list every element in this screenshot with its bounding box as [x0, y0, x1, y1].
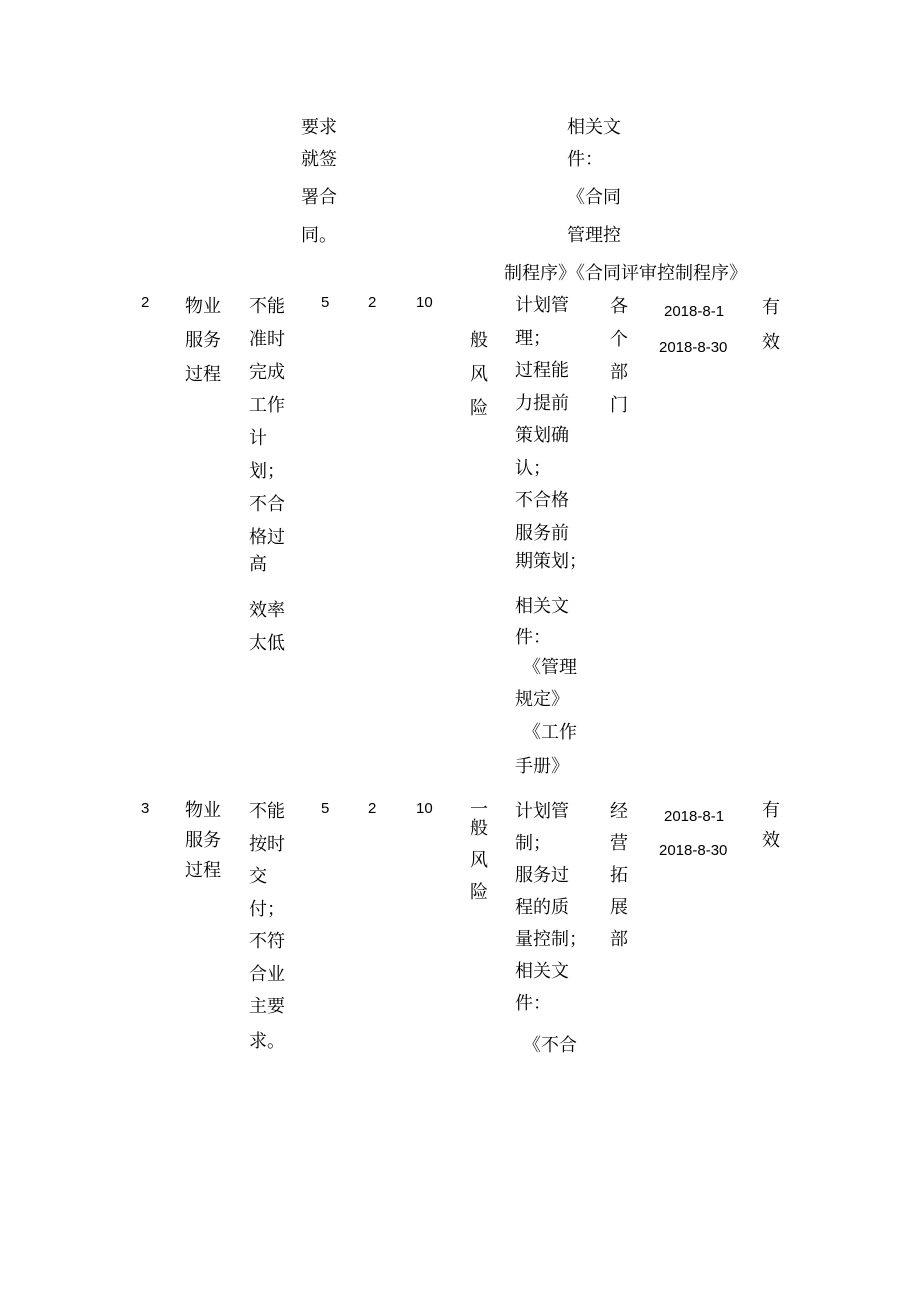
text-line: 物业 [185, 800, 221, 821]
text-line: 经 [610, 801, 628, 822]
text-line: 风 [470, 850, 488, 871]
text-line: 太低 [249, 633, 285, 654]
risk-description-cell [249, 796, 285, 1058]
text-line [470, 290, 488, 324]
text-line: 服务 [185, 830, 221, 851]
text-line: 按时 [249, 833, 285, 855]
text-line: 制程序》《合同评审控制程序》 [504, 263, 747, 284]
text-line: 服务过 [515, 865, 569, 886]
text-line: 般 [470, 330, 488, 351]
text-line: 门 [610, 395, 628, 416]
text-line: 般 [470, 818, 488, 839]
text-line: 展 [610, 897, 628, 918]
text-line: 策划确 [515, 425, 569, 446]
text-line: 划； [249, 461, 285, 482]
text-line: 服务 [185, 330, 221, 351]
text-line: 一 [470, 799, 488, 820]
text-line: 个 [610, 329, 628, 350]
text-line: 计 [249, 428, 267, 449]
text-line: 规定》 [515, 689, 569, 710]
text-line: 求。 [249, 1030, 285, 1052]
text-line: 相关文 [567, 117, 621, 138]
text-line: 相关文 [515, 961, 569, 982]
text-line: 高 [249, 554, 267, 575]
start-date: 2018-8-1 [664, 808, 725, 825]
text-line: 过程能 [515, 360, 569, 381]
text-line: 不能 [249, 296, 285, 317]
row-number: 3 [141, 800, 150, 817]
risk-description-cell [249, 290, 285, 660]
row-number: 2 [141, 294, 150, 311]
process-cell [185, 290, 221, 392]
text-line: 付； [249, 898, 285, 920]
continuation-documents [504, 112, 747, 290]
text-line: 部 [610, 929, 628, 950]
department-cell [610, 290, 628, 422]
text-line: 效率 [249, 600, 285, 621]
text-line: 手册》 [515, 756, 569, 777]
text-line: 计划管 [515, 295, 569, 316]
score-b: 2 [368, 294, 377, 311]
text-line: 理； [515, 327, 551, 349]
control-measures-cell [515, 796, 587, 1062]
text-line: 效 [762, 332, 780, 353]
text-line: 过程 [185, 860, 221, 881]
text-line: 拓 [610, 865, 628, 886]
risk-level-cell [470, 796, 488, 908]
text-line: 营 [610, 833, 628, 854]
end-date: 2018-8-30 [659, 339, 728, 356]
process-cell [185, 796, 221, 886]
score-a: 5 [321, 294, 330, 311]
score-b: 2 [368, 800, 377, 817]
start-date: 2018-8-1 [664, 303, 725, 320]
text-line: 险 [470, 882, 488, 903]
text-line: 有 [762, 800, 780, 821]
text-line: 不符 [249, 931, 285, 952]
text-line: 物业 [185, 296, 221, 317]
risk-level-cell [470, 290, 488, 426]
text-line: 力提前 [515, 392, 569, 414]
score-a: 5 [321, 800, 330, 817]
text-line: 量控制； [515, 929, 587, 950]
text-line: 相关文 [515, 596, 569, 617]
text-line: 《工作 [523, 721, 577, 743]
end-date: 2018-8-30 [659, 842, 728, 859]
text-line: 效 [762, 830, 780, 851]
text-line: 《合同 [567, 187, 621, 208]
text-line: 不合 [249, 494, 285, 515]
text-line: 程的质 [515, 897, 569, 918]
text-line: 件： [567, 149, 603, 170]
text-line: 件： [515, 626, 551, 648]
text-line: 不能 [249, 801, 285, 822]
score-total: 10 [416, 800, 433, 817]
text-line: 件： [515, 993, 551, 1014]
text-line: 险 [470, 398, 488, 419]
text-line: 格过 [249, 527, 285, 548]
department-cell [610, 796, 628, 956]
text-line: 署合 [301, 187, 337, 208]
text-line: 各 [610, 296, 628, 317]
continuation-requirement [301, 112, 337, 252]
text-line: 期策划； [515, 551, 587, 572]
text-line: 《管理 [523, 656, 577, 678]
text-line: 有 [762, 297, 780, 318]
text-line: 风 [470, 364, 488, 385]
text-line: 就签 [301, 149, 337, 170]
score-total: 10 [416, 294, 433, 311]
text-line: 完成 [249, 362, 285, 383]
text-line: 计划管 [515, 801, 569, 822]
text-line: 准时 [249, 329, 285, 350]
text-line: 制； [515, 833, 551, 854]
control-measures-cell [515, 290, 587, 784]
text-line: 要求 [301, 117, 337, 138]
text-line: 不合格 [515, 490, 569, 511]
text-line: 《不合 [523, 1035, 577, 1056]
text-line: 过程 [185, 364, 221, 385]
text-line: 合业 [249, 963, 285, 985]
text-line: 同。 [301, 225, 337, 246]
status-cell [762, 290, 780, 360]
status-cell [762, 796, 780, 856]
date-cell [659, 294, 728, 366]
text-line: 主要 [249, 996, 285, 1017]
text-line: 交 [249, 866, 267, 887]
text-line: 部 [610, 362, 628, 383]
text-line: 工作 [249, 395, 285, 416]
text-line: 服务前 [515, 522, 569, 544]
date-cell [659, 800, 728, 868]
text-line: 认； [515, 457, 551, 479]
text-line: 管理控 [567, 225, 621, 246]
